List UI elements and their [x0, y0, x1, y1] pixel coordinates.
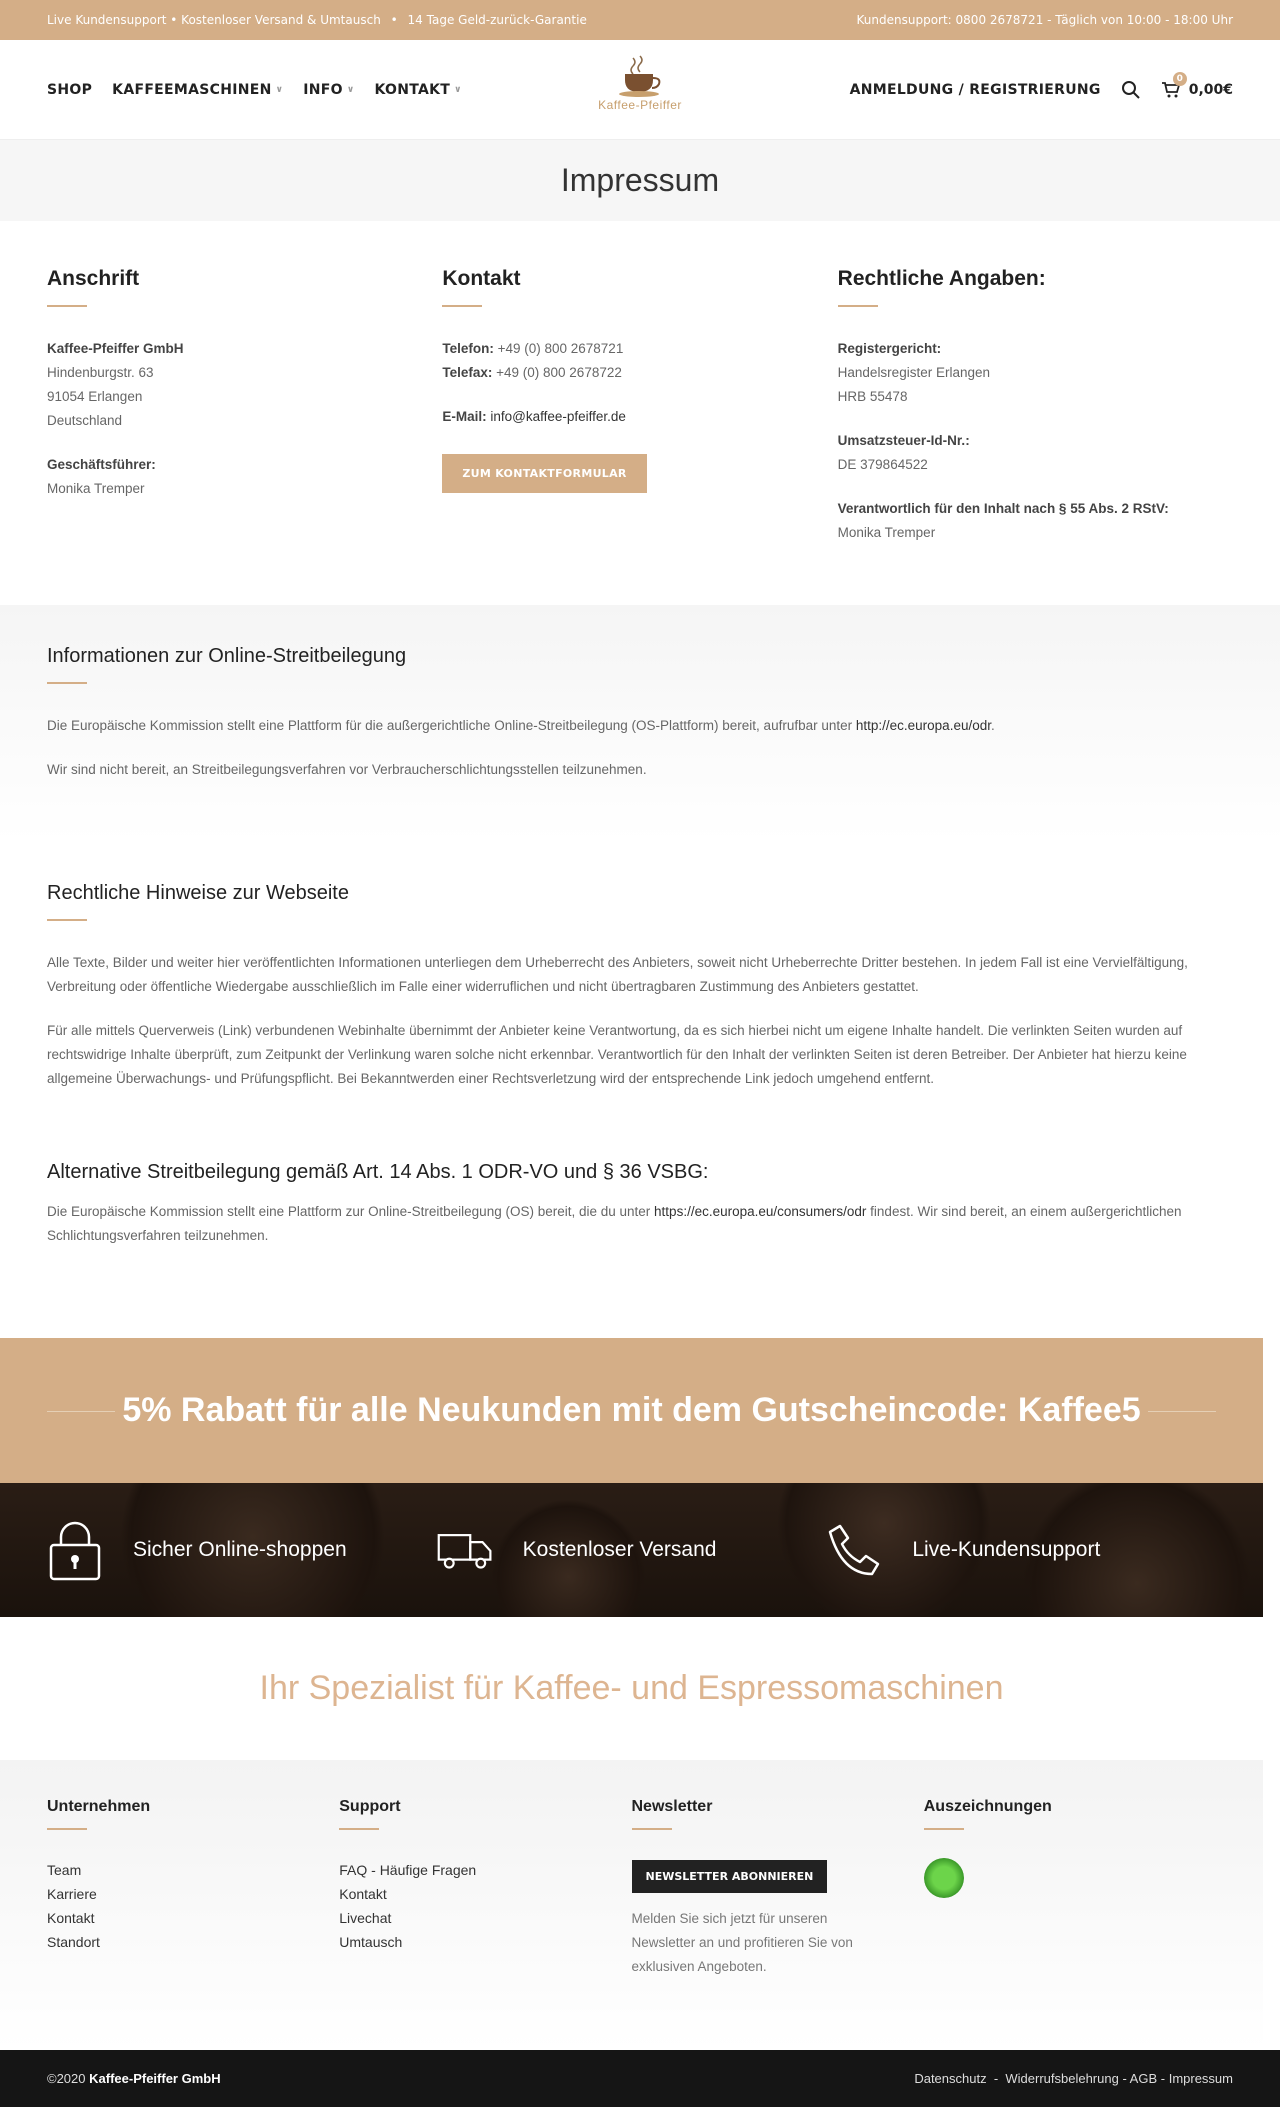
rechtlich-column: [838, 261, 1233, 545]
footer-newsletter: [632, 1798, 924, 2020]
coffee-cup-icon: [613, 54, 667, 98]
odr-link[interactable]: http://ec.europa.eu/odr: [855, 718, 991, 733]
copyright-prefix: ©2020: [47, 2071, 90, 2086]
gf-name: Monika Tremper: [47, 481, 145, 496]
search-icon[interactable]: [1121, 80, 1141, 100]
chevron-down-icon: ∨: [275, 84, 284, 95]
ust-value: DE 379864522: [837, 457, 928, 472]
bottom-bar: [0, 2050, 1280, 2107]
nav-info-label: INFO: [303, 81, 343, 98]
link-datenschutz[interactable]: Datenschutz: [914, 2071, 987, 2086]
verantwortlich-label: Verantwortlich für den Inhalt nach § 55 Abs. 2 RStV:: [837, 501, 1169, 516]
rechtlich-title: Rechtliche Angaben:: [837, 267, 1046, 290]
truck-icon: [437, 1519, 493, 1581]
promo-line-left: [47, 1411, 115, 1412]
hinweise-title: Rechtliche Hinweise zur Webseite: [47, 882, 349, 904]
header-actions: [849, 73, 1233, 100]
consumers-odr-link[interactable]: https://ec.europa.eu/consumers/odr: [654, 1204, 867, 1219]
footer-unternehmen-title: Unternehmen: [47, 1798, 151, 1815]
streit-title: Informationen zur Online-Streitbeilegung: [47, 645, 407, 667]
footer-auszeichnungen-title: Auszeichnungen: [923, 1798, 1052, 1815]
streitbeilegung-section: [0, 605, 1280, 842]
telefon-value[interactable]: +49 (0) 800 2678721: [497, 341, 624, 356]
street: Hindenburgstr. 63: [47, 365, 154, 380]
cart-count-badge: 0: [1173, 72, 1187, 86]
anschrift-column: [47, 261, 442, 545]
newsletter-subscribe-button[interactable]: NEWSLETTER ABONNIEREN: [632, 1860, 828, 1893]
footer-link-faq[interactable]: FAQ - Häufige Fragen: [339, 1862, 477, 1878]
footer-link-team[interactable]: Team: [47, 1862, 82, 1878]
main-nav: [47, 82, 462, 98]
logo-text: Kaffee-Pfeiffer: [598, 98, 682, 112]
streit-paragraph-1: [47, 714, 1233, 738]
link-widerrufsbelehrung[interactable]: Widerrufsbelehrung: [1005, 2071, 1119, 2086]
nav-kaffeemaschinen[interactable]: [112, 82, 283, 98]
gf-label: Geschäftsführer:: [47, 457, 156, 472]
verantwortlich-name: Monika Tremper: [837, 525, 936, 540]
footer-link-standort[interactable]: Standort: [47, 1934, 100, 1950]
city: 91054 Erlangen: [47, 389, 143, 404]
topbar-left: [47, 13, 593, 27]
divider: [339, 1828, 379, 1830]
kontakt-column: [442, 261, 837, 545]
legal-links: Datenschutz - Widerrufsbelehrung - AGB - Impressum: [914, 2071, 1233, 2086]
top-bar: [0, 0, 1280, 40]
topbar-text-1: Live Kundensupport • Kostenloser Versand & Umtausch: [47, 13, 381, 27]
topbar-text-2: 14 Tage Geld-zurück-Garantie: [407, 13, 587, 27]
promo-line-right: [1148, 1411, 1216, 1412]
features-bar: [0, 1483, 1263, 1617]
divider: [47, 919, 87, 921]
feature-support-label: Live-Kundensupport: [912, 1538, 1101, 1561]
feature-secure-label: Sicher Online-shoppen: [133, 1538, 347, 1561]
alternativ-text: Die Europäische Kommission stellt eine Plattform zur Online-Streitbeilegung (OS) bereit, die du unter: [47, 1204, 655, 1219]
specialist-heading: Ihr Spezialist für Kaffee- und Espressomaschinen: [259, 1669, 1004, 1707]
footer-auszeichnungen: [924, 1798, 1216, 2020]
cart-button[interactable]: [1161, 73, 1233, 100]
feature-support: [826, 1519, 1216, 1581]
divider: [838, 305, 878, 307]
footer-link-umtausch[interactable]: Umtausch: [339, 1934, 403, 1950]
feature-secure: [47, 1519, 437, 1581]
footer-link-karriere[interactable]: Karriere: [47, 1886, 97, 1902]
topbar-support: Kundensupport: 0800 2678721 - Täglich von 10:00 - 18:00 Uhr: [856, 13, 1233, 27]
divider: [47, 305, 87, 307]
divider: [442, 305, 482, 307]
cart-total: 0,00€: [1188, 81, 1233, 98]
divider: [632, 1828, 672, 1830]
copyright-company: Kaffee-Pfeiffer GmbH: [89, 2071, 221, 2086]
chevron-down-icon: ∨: [346, 84, 355, 95]
nav-kaffeemaschinen-label: KAFFEEMASCHINEN: [112, 81, 272, 98]
registergericht-label: Registergericht:: [837, 341, 942, 356]
email-link[interactable]: info@kaffee-pfeiffer.de: [490, 409, 626, 424]
site-footer: [0, 1760, 1263, 2050]
hinweise-section: [0, 842, 1280, 1141]
copyright: [47, 2071, 221, 2086]
footer-support-title: Support: [339, 1798, 401, 1815]
alternativ-title: Alternative Streitbeilegung gemäß Art. 14 Abs. 1 ODR-VO und § 36 VSBG:: [47, 1161, 709, 1183]
phone-icon: [826, 1519, 882, 1581]
hinweise-paragraph-2: Für alle mittels Querverweis (Link) verbundenen Webinhalte übernimmt der Anbieter keine Verantwortung, da es sich hierbei nicht um eigene Inhalte handelt. Die verlinkten Seiten wurden auf rechtswidrige Inhalte überprüft, zum Zeitpunkt der Verlinkung waren solche nicht erkennbar. Verantwortlich für den Inhalt der verlinkten Seiten ist deren Betreiber. Der Anbieter hat hierzu keine allgemeine Überwachungs- und Prüfungspflicht. Bei Bekanntwerden einer Rechtsverletzung wird der entsprechende Link jedoch umgehend entfernt.: [47, 1023, 1187, 1086]
registergericht-2: HRB 55478: [837, 389, 908, 404]
feature-shipping-label: Kostenloser Versand: [522, 1538, 717, 1561]
registergericht-1: Handelsregister Erlangen: [837, 365, 990, 380]
promo-banner: [0, 1338, 1263, 1483]
link-impressum[interactable]: Impressum: [1168, 2071, 1233, 2086]
nav-info[interactable]: [303, 82, 354, 98]
alternativ-section: [0, 1141, 1280, 1298]
company-name: Kaffee-Pfeiffer GmbH: [47, 341, 184, 356]
nav-kontakt-label: KONTAKT: [374, 81, 451, 98]
streit-p1-end: .: [990, 718, 995, 733]
site-header: [0, 40, 1280, 140]
country: Deutschland: [47, 413, 123, 428]
link-agb[interactable]: AGB: [1129, 2071, 1158, 2086]
divider: [924, 1828, 964, 1830]
nav-shop-label: SHOP: [47, 81, 93, 98]
telefax-value: +49 (0) 800 2678722: [496, 365, 622, 380]
lock-icon: [47, 1519, 103, 1581]
telefax-label: Telefax:: [442, 365, 493, 380]
nav-shop[interactable]: [47, 82, 92, 98]
telefon-label: Telefon:: [442, 341, 494, 356]
newsletter-text: Melden Sie sich jetzt für unseren Newsletter an und profitieren Sie von exklusiven Angeboten.: [631, 1911, 853, 1974]
streit-p1-text: Die Europäische Kommission stellt eine Plattform für die außergerichtliche Online-Streitbeilegung (OS-Plattform) bereit, aufrufbar unter: [47, 718, 856, 733]
footer-link-kontakt[interactable]: Kontakt: [47, 1910, 95, 1926]
alternativ-text-end: findest. Wir sind bereit, an einem außergerichtlichen Schlichtungsverfahren teilzunehmen.: [47, 1204, 1182, 1243]
streit-paragraph-2: Wir sind nicht bereit, an Streitbeilegungsverfahren vor Verbraucherschlichtungsstellen teilzunehmen.: [47, 762, 647, 777]
contact-form-button[interactable]: ZUM KONTAKTFORMULAR: [442, 454, 646, 493]
footer-support: [339, 1798, 631, 2020]
footer-link-livechat[interactable]: Livechat: [339, 1910, 392, 1926]
chevron-down-icon: ∨: [454, 84, 462, 95]
topbar-dot: •: [390, 13, 398, 27]
nav-kontakt[interactable]: [374, 82, 461, 98]
kontakt-title: Kontakt: [442, 267, 521, 290]
award-badge-icon[interactable]: [924, 1858, 964, 1898]
page-title: Impressum: [0, 140, 1280, 221]
divider: [47, 682, 87, 684]
hinweise-paragraph-1: Alle Texte, Bilder und weiter hier veröffentlichten Informationen unterliegen dem Urheberrecht des Anbieters, soweit nicht Urheberrechte Dritter bestehen. In jedem Fall ist eine Vervielfältigung, Verbreitung oder öffentliche Wiedergabe ausschließlich im Falle einer widerruflichen und nicht übertragbaren Zustimmung des Anbieters gestattet.: [47, 955, 1188, 994]
footer-unternehmen: [47, 1798, 339, 2020]
ust-label: Umsatzsteuer-Id-Nr.:: [837, 433, 970, 448]
login-register-link[interactable]: ANMELDUNG / REGISTRIERUNG: [849, 81, 1101, 98]
alternativ-paragraph: [47, 1200, 1233, 1248]
email-label: E-Mail:: [442, 409, 487, 424]
feature-shipping: [437, 1519, 827, 1581]
divider: [47, 1828, 87, 1830]
anschrift-title: Anschrift: [47, 267, 140, 290]
footer-link-support-kontakt[interactable]: Kontakt: [339, 1886, 387, 1902]
footer-newsletter-title: Newsletter: [631, 1798, 713, 1815]
impressum-columns: [0, 221, 1280, 605]
promo-text: 5% Rabatt für alle Neukunden mit dem Gutscheincode: Kaffee5: [122, 1391, 1141, 1429]
site-logo[interactable]: [585, 54, 695, 112]
